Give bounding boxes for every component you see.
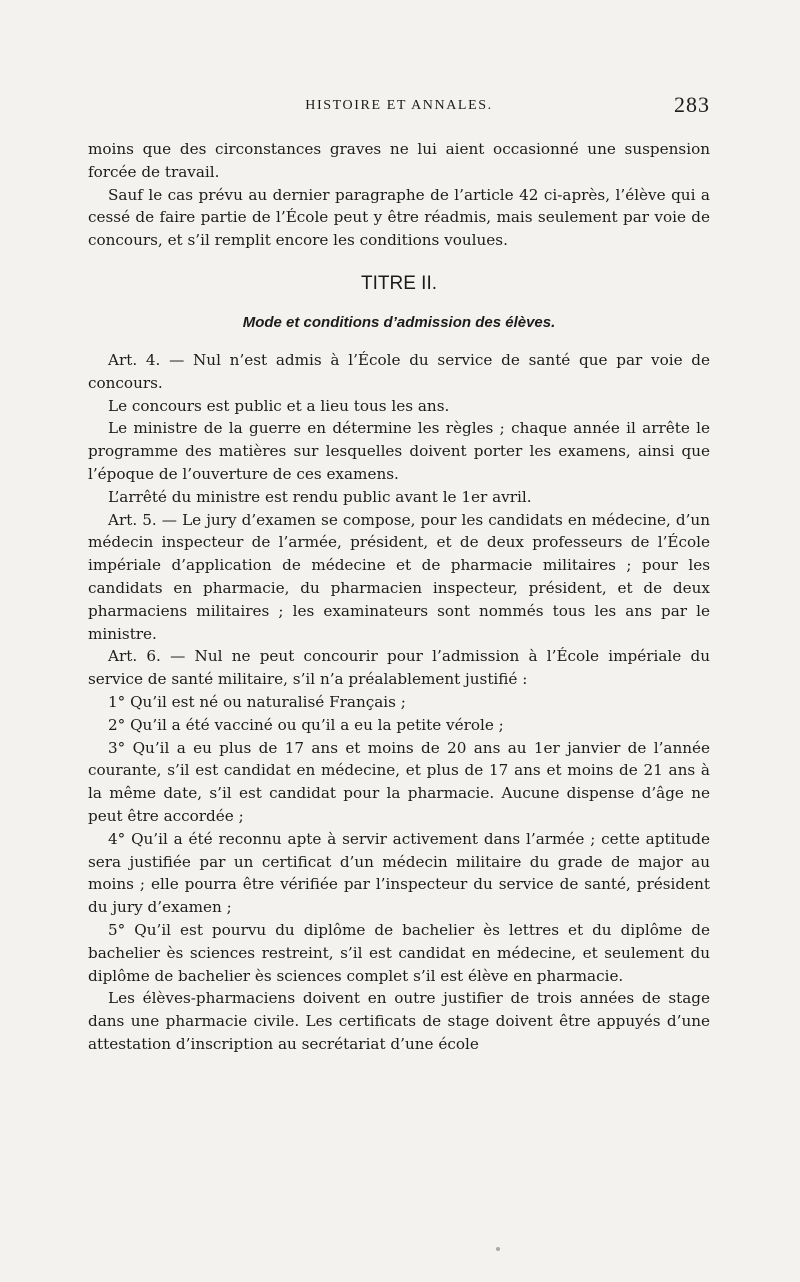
page-number: 283: [674, 92, 710, 117]
paragraph: Sauf le cas prévu au dernier paragraphe de l’article 42 ci-après, l’élève qui a cessé de faire partie de l’École peut y être réadmis, mais seulement par voie de concours, et s’il remplit encore les conditions voulues.: [88, 185, 710, 250]
section-title: TITRE II.: [361, 272, 437, 294]
body-text: [88, 138, 710, 1056]
list-item: 5° Qu’il est pourvu du diplôme de bachelier ès lettres et du diplôme de bachelier ès sciences restreint, s’il est candidat en médecine, et seulement du diplôme de bachelier ès sciences complet s’il est élève en pharmacie.: [88, 920, 710, 985]
article-paragraph: Art. 5. — Le jury d’examen se compose, pour les candidats en médecine, d’un médecin inspecteur de l’armée, président, et de deux professeurs de l’École impériale d’application de médecine et de pharmacie militaires ; pour les candidats en pharmacie, du pharmacien inspecteur, président, et de deux pharmaciens militaires ; les examinateurs sont nommés tous les ans par le ministre.: [88, 510, 710, 643]
running-head: HISTOIRE ET ANNALES.: [305, 98, 493, 113]
list-item: 4° Qu’il a été reconnu apte à servir activement dans l’armée ; cette aptitude sera justifiée par un certificat d’un médecin militaire du grade de major au moins ; elle pourra être vérifiée par l’inspecteur du service de santé, président du jury d’examen ;: [88, 829, 710, 917]
section-subtitle: Mode et conditions d’admission des élèves.: [242, 313, 556, 331]
list-item: 1° Qu’il est né ou naturalisé Français ;: [108, 692, 406, 711]
paragraph: moins que des circonstances graves ne lui aient occasionné une suspension forcée de travail.: [88, 140, 710, 181]
page-header: [88, 92, 710, 122]
paper-speck: [496, 1247, 500, 1251]
list-item: 2° Qu’il a été vacciné ou qu’il a eu la petite vérole ;: [108, 715, 504, 734]
article-paragraph: Art. 4. — Nul n’est admis à l’École du service de santé que par voie de concours.: [88, 350, 710, 392]
paragraph: L’arrêté du ministre est rendu public avant le 1er avril.: [108, 487, 532, 506]
article-paragraph: Art. 6. — Nul ne peut concourir pour l’admission à l’École impériale du service de santé militaire, s’il n’a préalablement justifié :: [88, 647, 710, 689]
paragraph: Les élèves-pharmaciens doivent en outre justifier de trois années de stage dans une pharmacie civile. Les certificats de stage doivent être appuyés d’une attestation d’inscription au secrétariat d’une école: [88, 989, 710, 1053]
paragraph: Le concours est public et a lieu tous les ans.: [108, 396, 450, 415]
list-item: 3° Qu’il a eu plus de 17 ans et moins de 20 ans au 1er janvier de l’année courante, s’il est candidat en médecine, et plus de 17 ans et moins de 21 ans à la même date, s’il est candidat pour la pharmacie. Aucune dispense d’âge ne peut être accordée ;: [88, 738, 710, 825]
paragraph: Le ministre de la guerre en détermine les règles ; chaque année il arrête le programme des matières sur lesquelles doivent porter les examens, ainsi que l’époque de l’ouverture de ces examens.: [88, 419, 710, 483]
